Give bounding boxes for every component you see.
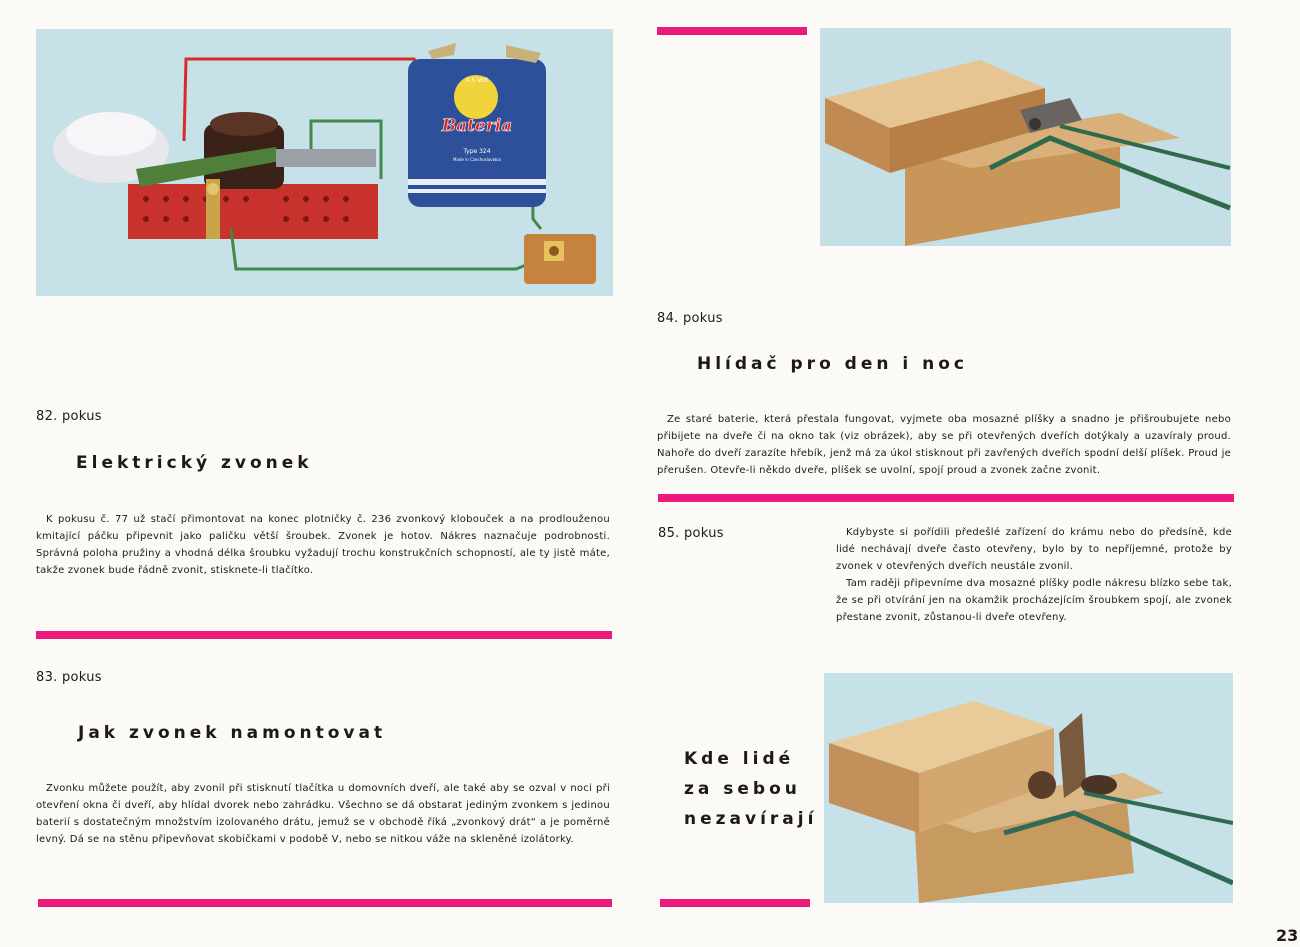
battery-brand: Bateria	[441, 116, 513, 136]
divider-right-2	[660, 899, 810, 907]
side-title	[684, 744, 817, 834]
exp84-title: Hlídač pro den i noc	[697, 354, 968, 374]
exp83-paragraph: Zvonku můžete použít, aby zvonil při stisknutí tlačítka u domovních dveří, ale také aby se ozval v noci při otevření okna či dveří, aby hlídal dvorek nebo zahrádku. Všechno se dá obstarat jediným zvonkem s jedinou baterií s dostatečným množstvím izolovaného drátu, jemuž se v obchodě říká „zvonkový drát“ a je poměrně levný. Dá se na stěnu připevňovat skobičkami v podobě V, nebo se nitkou váže na skleněné izolátorky.	[36, 783, 610, 845]
photo-door-guard	[820, 28, 1231, 246]
divider-left-2	[38, 899, 612, 907]
door-guard-illustration	[820, 28, 1231, 246]
electric-bell-illustration	[36, 29, 613, 296]
open-door-guard-illustration	[824, 673, 1233, 903]
exp83-title: Jak zvonek namontovat	[78, 723, 387, 743]
divider-right-1	[658, 494, 1234, 502]
photo-electric-bell	[36, 29, 613, 296]
side-title-line-1: Kde lidé	[684, 749, 795, 769]
side-title-line-2: za sebou	[684, 779, 801, 799]
exp84-label: 84. pokus	[657, 311, 723, 326]
exp85-paragraph-1: Kdybyste si pořídili předešlé zařízení do krámu nebo do předsíně, kde lidé nechávají dveře často otevřeny, bylo by to nepříjemné, protože by zvonek v otevřených dveřích neustále zvonil.	[836, 527, 1232, 572]
exp83-label: 83. pokus	[36, 670, 102, 685]
photo-open-door-guard	[824, 673, 1233, 903]
exp85-text	[836, 524, 1232, 626]
divider-right-top	[657, 27, 807, 35]
exp82-label: 82. pokus	[36, 409, 102, 424]
divider-left-1	[36, 631, 612, 639]
exp82-title: Elektrický zvonek	[76, 453, 313, 473]
exp85-label: 85. pokus	[658, 526, 724, 541]
exp84-text	[657, 411, 1231, 479]
exp82-text	[36, 511, 610, 579]
page-number: 23	[1276, 926, 1299, 945]
exp82-paragraph: K pokusu č. 77 už stačí přimontovat na konec plotničky č. 236 zvonkový klobouček a na prodlouženou kmitající páčku připevnit jako paličku větší šroubek. Zvonek je hotov. Nákres naznačuje podrobnosti. Správná poloha pružiny a vhodná délka šroubku vyžadují trochu konstrukčních schopností, ale ty jistě máte, takže zvonek bude řádně zvonit, stisknete-li tlačítko.	[36, 514, 610, 576]
exp83-text	[36, 780, 610, 848]
battery-type: Type 324	[463, 148, 491, 155]
exp84-paragraph: Ze staré baterie, která přestala fungovat, vyjmete oba mosazné plíšky a snadno je přišroubujete nebo přibijete na dveře či na okno tak (viz obrázek), aby se při otevřených dveřích dotýkaly a uzavíraly proud. Nahoře do dveří zarazíte hřebík, jenž má za úkol stisknout při zavřených dveřích spodní delší plíšek. Proud je přerušen. Otevře-li někdo dveře, plíšek se uvolní, spojí proud a zvonek začne zvonit.	[657, 414, 1231, 476]
battery-volts: 4,5 Volt	[465, 77, 489, 84]
exp85-paragraph-2: Tam raději připevníme dva mosazné plíšky podle nákresu blízko sebe tak, že se při otvírání jen na okamžik procházejícím šroubkem spojí, ale zvonek přestane zvonit, zůstanou-li dveře otevřeny.	[836, 578, 1232, 623]
side-title-line-3: nezavírají	[684, 809, 818, 829]
battery-made: Made in Czechoslovakia	[453, 157, 501, 162]
